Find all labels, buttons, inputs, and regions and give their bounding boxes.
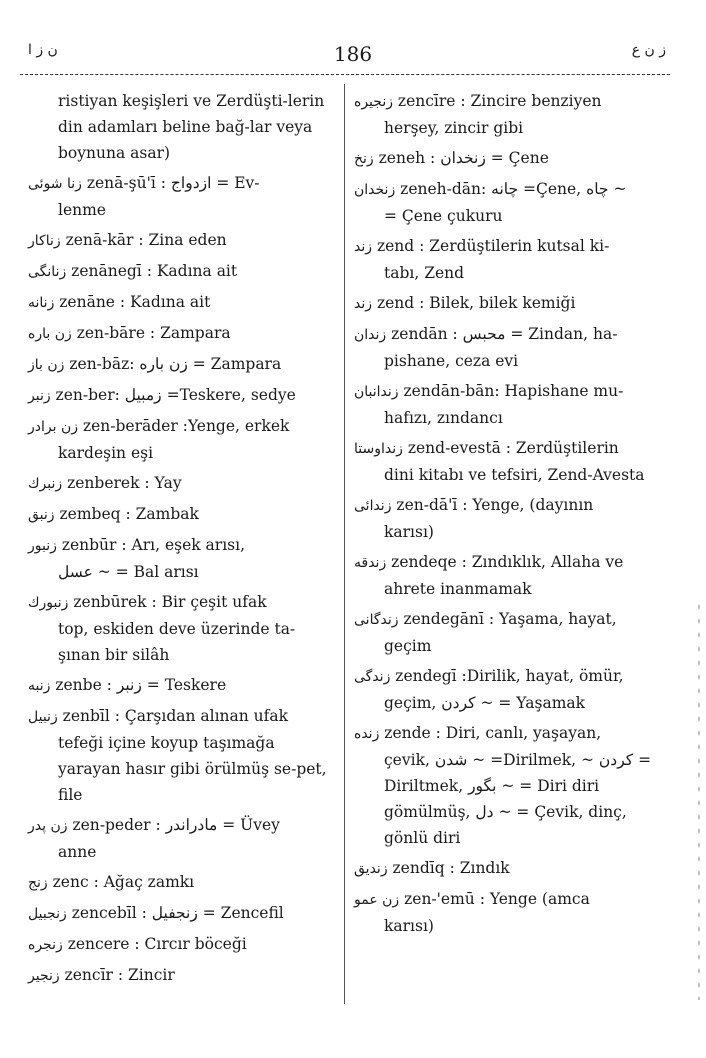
entry-definition: zenc : Ağaç zamkı (52, 873, 195, 891)
entry-continuation: hafızı, zındancı (384, 409, 503, 427)
entry-definition: zendegī :Dirilik, hayat, ömür, (395, 667, 624, 685)
entry-definition: zendegānī : Yaşama, hayat, (403, 610, 617, 628)
dictionary-entry (354, 290, 654, 317)
dictionary-entry (28, 962, 333, 989)
entry-definition: zen-berāder :Yenge, erkek (82, 417, 290, 435)
entry-definition: zend : Zerdüştilerin kutsal ki- (376, 237, 610, 255)
entry-arabic-word: زن عمو (354, 892, 400, 908)
page-header (0, 42, 706, 72)
entry-headline (28, 501, 333, 528)
entry-headline (28, 470, 333, 497)
entry-definition: zenā-şū'ī : ازدواج = Ev- (86, 174, 260, 192)
dictionary-entry (28, 869, 333, 896)
dictionary-entry (28, 470, 333, 497)
entry-continuation: lenme (58, 201, 106, 219)
page-number: 186 (333, 42, 373, 66)
dictionary-entry (354, 88, 654, 141)
entry-arabic-word: زندگانی (354, 612, 399, 628)
entry-continuation: anne (58, 843, 97, 861)
header-rule (20, 74, 670, 75)
dictionary-entry (354, 321, 654, 374)
entry-continuation: kardeşin eşi (58, 444, 154, 462)
entry-headline (354, 720, 654, 747)
dictionary-entry (28, 413, 333, 466)
entry-arabic-word: زنج (28, 875, 48, 891)
dictionary-entry (354, 176, 654, 229)
entry-headline (354, 492, 654, 519)
entry-definition: zendīq : Zındık (392, 859, 510, 877)
dictionary-entry (28, 351, 333, 378)
entry-definition: zend : Bilek, bilek kemiği (376, 294, 576, 312)
dictionary-entry (354, 549, 654, 602)
entry-continuation: tabı, Zend (384, 264, 465, 282)
entry-arabic-word: زنبق (28, 507, 55, 523)
entry-arabic-word: زندان (354, 327, 387, 343)
dictionary-entry (28, 501, 333, 528)
entry-definition: zenānegī : Kadına ait (71, 262, 238, 280)
dictionary-entry (28, 227, 333, 254)
entry-arabic-word: زن برادر (28, 419, 78, 435)
entry-arabic-word: زند (354, 239, 373, 255)
entry-definition: zencīr : Zincir (64, 966, 175, 984)
entry-headline (28, 413, 333, 440)
entry-arabic-word: زنبرك (28, 476, 63, 492)
entry-definition: zend-evestā : Zerdüştilerin (407, 439, 619, 457)
entry-definition: zencere : Cırcır böceği (67, 935, 247, 953)
entry-continuation: عسل ~ = Bal arısı (58, 563, 199, 581)
entry-headline (28, 258, 333, 285)
entry-arabic-word: زنبه (28, 678, 51, 694)
entry-definition: zeneh : زنخدان = Çene (378, 149, 549, 167)
dictionary-entry (28, 812, 333, 865)
entry-headline (28, 320, 333, 347)
entry-arabic-word: زندائی (354, 498, 392, 514)
dictionary-entry (28, 88, 333, 166)
entry-definition: zen-bāre : Zampara (76, 324, 231, 342)
entry-continuation: ristiyan keşişleri ve Zerdüşti-lerin din adamları beline bağ-lar veya boynuna asar) (58, 92, 325, 162)
entry-arabic-word: زنبیل (28, 709, 58, 725)
entry-headline (28, 289, 333, 316)
dictionary-entry (354, 663, 654, 716)
dictionary-entry (28, 931, 333, 958)
entry-headline (354, 855, 654, 882)
dictionary-entry (28, 170, 333, 223)
dictionary-entry (354, 606, 654, 659)
entry-continuation: tefeği içine koyup taşımağa yarayan hasır gibi örülmüş se-pet, file (58, 734, 327, 804)
dictionary-entry (354, 378, 654, 431)
entry-headline (28, 962, 333, 989)
header-left-letters: ن ز ا (28, 42, 58, 58)
entry-continuation: = Çene çukuru (384, 207, 503, 225)
entry-definition: zeneh-dān: چانه =Çene, چاه ~ (400, 180, 627, 198)
entry-headline (28, 931, 333, 958)
dictionary-entry (28, 289, 333, 316)
entry-headline (28, 227, 333, 254)
entry-definition: zencebīl : زنجفیل = Zencefil (71, 904, 284, 922)
header-right-letters: ز ن ع (631, 42, 666, 58)
entry-arabic-word: زنداوستا (354, 441, 403, 457)
dictionary-entry (354, 855, 654, 882)
entry-headline (28, 589, 333, 616)
dictionary-entry (354, 886, 654, 939)
entry-definition: zembeq : Zambak (59, 505, 199, 523)
entry-headline (354, 145, 654, 172)
entry-definition: zenbūrek : Bir çeşit ufak (73, 593, 267, 611)
entry-continuation: dini kitabı ve tefsiri, Zend-Avesta (384, 466, 645, 484)
entry-definition: zen-bāz: زن باره = Zampara (69, 355, 282, 373)
entry-definition: zenbe : زنبر = Teskere (55, 676, 227, 694)
entry-continuation: çevik, شدن ~ =Dirilmek, ~ کردن = Diriltmek, بگور ~ = Diri diri gömülmüş, دل ~ = Çevik, dinç, gönlü diri (384, 751, 652, 847)
entry-headline (28, 900, 333, 927)
entry-headline (28, 703, 333, 730)
entry-headline (28, 351, 333, 378)
dictionary-entry (28, 672, 333, 699)
entry-arabic-word: زنجیره (354, 94, 393, 110)
dictionary-entry (354, 492, 654, 545)
entry-arabic-word: زنجیر (28, 968, 60, 984)
dictionary-entry (28, 703, 333, 808)
entry-arabic-word: زندانبان (354, 384, 399, 400)
entry-definition: zende : Diri, canlı, yaşayan, (384, 724, 602, 742)
entry-arabic-word: زنجره (28, 937, 63, 953)
entry-arabic-word: زنا شوئی (28, 176, 82, 192)
entry-headline (354, 606, 654, 633)
entry-headline (28, 672, 333, 699)
entry-arabic-word: زناكار (28, 233, 61, 249)
left-column (28, 88, 333, 993)
dictionary-entry (28, 589, 333, 668)
dictionary-entry (354, 435, 654, 488)
entry-headline (354, 886, 654, 913)
entry-definition: zen-peder : مادراندر = Üvey (72, 816, 280, 834)
entry-definition: zendeqe : Zındıklık, Allaha ve (391, 553, 624, 571)
entry-continuation: karısı) (384, 917, 434, 935)
entry-arabic-word: زنخدان (354, 182, 396, 198)
entry-arabic-word: زندگی (354, 669, 391, 685)
entry-arabic-word: زن باز (28, 357, 65, 373)
entry-definition: zencīre : Zincire benziyen (397, 92, 602, 110)
dictionary-entry (28, 532, 333, 585)
page-edge-dots (696, 600, 702, 1000)
entry-arabic-word: زندقه (354, 555, 387, 571)
entry-continuation: pishane, ceza evi (384, 352, 519, 370)
entry-headline (354, 290, 654, 317)
entry-arabic-word: زنانگی (28, 264, 67, 280)
entry-arabic-word: زن پدر (28, 818, 68, 834)
entry-definition: zenbūr : Arı, eşek arısı, (61, 536, 246, 554)
entry-definition: zen-ber: زمبیل =Teskere, sedye (55, 386, 296, 404)
entry-arabic-word: زنده (354, 726, 380, 742)
entry-definition: zenberek : Yay (67, 474, 182, 492)
entry-definition: zenbīl : Çarşıdan alınan ufak (62, 707, 289, 725)
entry-continuation: geçim (384, 637, 432, 655)
right-column (354, 88, 654, 943)
entry-definition: zen-'emū : Yenge (amca (404, 890, 590, 908)
entry-headline (28, 532, 333, 559)
entry-headline (28, 382, 333, 409)
dictionary-entry (354, 720, 654, 851)
entry-continuation: geçim, کردن ~ = Yaşamak (384, 694, 586, 712)
entry-headline (354, 549, 654, 576)
dictionary-entry (28, 900, 333, 927)
dictionary-entry (354, 233, 654, 286)
dictionary-entry (354, 145, 654, 172)
entry-continuation: karısı) (384, 523, 434, 541)
entry-arabic-word: زندیق (354, 861, 388, 877)
entry-headline (354, 321, 654, 348)
dictionary-entry (28, 382, 333, 409)
entry-continuation: top, eskiden deve üzerinde ta-şınan bir silâh (58, 620, 296, 664)
entry-arabic-word: زند (354, 296, 373, 312)
entry-headline (354, 233, 654, 260)
entry-headline (354, 88, 654, 115)
entry-arabic-word: زن باره (28, 326, 72, 342)
entry-arabic-word: زنانه (28, 295, 55, 311)
entry-arabic-word: زنخ (354, 151, 374, 167)
entry-headline (354, 435, 654, 462)
entry-arabic-word: زنبور (28, 538, 57, 554)
entry-definition: zen-dā'ī : Yenge, (dayının (396, 496, 594, 514)
entry-headline (28, 170, 333, 197)
entry-headline (354, 663, 654, 690)
entry-arabic-word: زنبورك (28, 595, 69, 611)
dictionary-entry (28, 258, 333, 285)
entry-arabic-word: زنبر (28, 388, 51, 404)
column-divider (344, 84, 345, 1004)
entry-definition: zendān-bān: Hapishane mu- (403, 382, 624, 400)
entry-definition: zenāne : Kadına ait (59, 293, 211, 311)
entry-headline (28, 812, 333, 839)
entry-continuation: ahrete inanmamak (384, 580, 532, 598)
entry-continuation: herşey, zincir gibi (384, 119, 524, 137)
entry-arabic-word: زنجبیل (28, 906, 67, 922)
entry-definition: zendān : محبس = Zindan, ha- (391, 325, 618, 343)
entry-headline (354, 378, 654, 405)
dictionary-entry (28, 320, 333, 347)
entry-headline (354, 176, 654, 203)
entry-definition: zenā-kār : Zina eden (65, 231, 227, 249)
entry-headline (28, 869, 333, 896)
